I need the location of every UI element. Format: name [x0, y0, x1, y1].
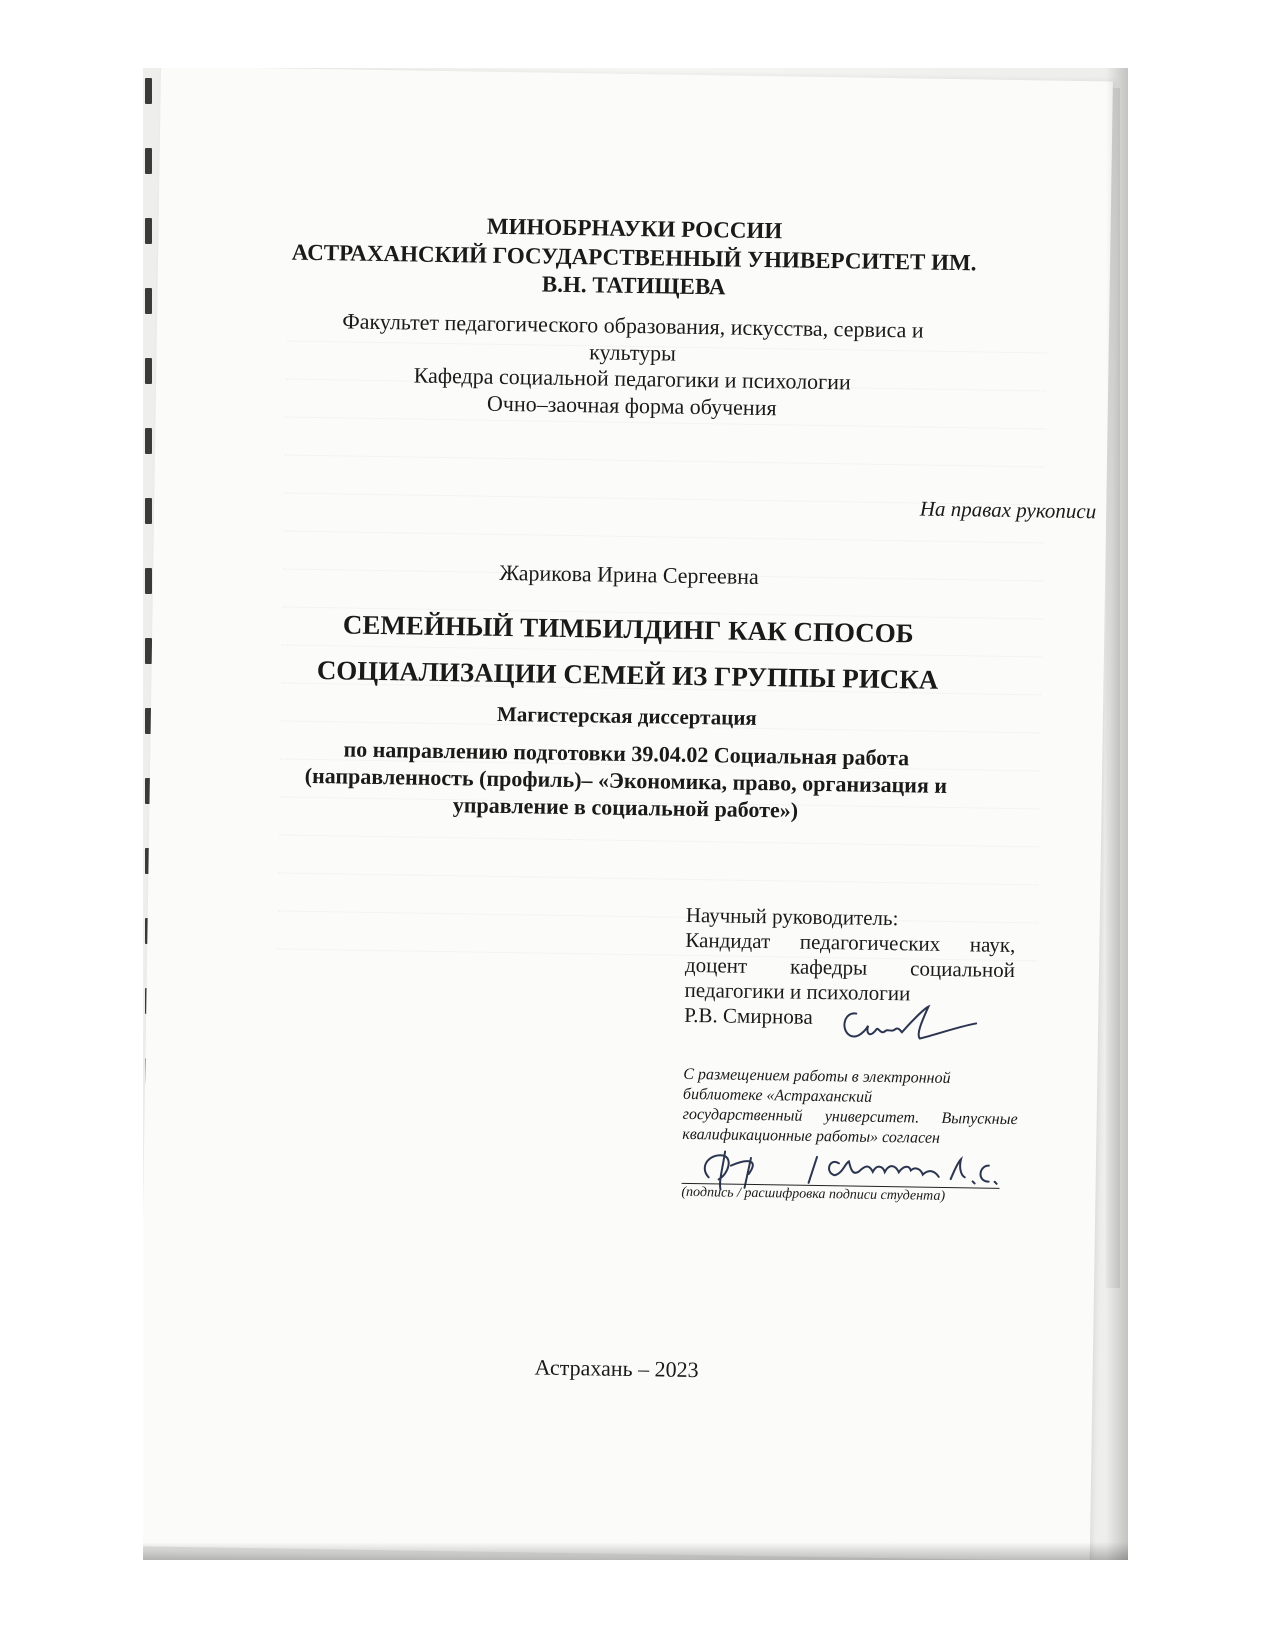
- study-direction: [149, 732, 1102, 828]
- university-name-line: В.Н. ТАТИЩЕВА: [541, 271, 726, 300]
- library-consent-statement: [682, 1065, 1018, 1150]
- thesis-title-line: СЕМЕЙНЫЙ ТИМБИЛДИНГ КАК СПОСОБ: [342, 609, 914, 649]
- supervisor-name: Р.В. Смирнова: [684, 1002, 813, 1029]
- binding-hole: [145, 568, 152, 594]
- binding-hole: [145, 428, 152, 454]
- study-direction-line: управление в социальной работе»): [452, 792, 799, 823]
- manuscript-rights-note: На правах рукописи: [919, 496, 1097, 524]
- thesis-title-line: СОЦИАЛИЗАЦИИ СЕМЕЙ ИЗ ГРУППЫ РИСКА: [316, 655, 939, 695]
- page-bottom-shadow: [143, 1542, 1128, 1560]
- ministry-name: МИНОБРНАУКИ РОССИИ: [486, 213, 783, 244]
- consent-line: квалификационные работы» согласен: [682, 1125, 941, 1147]
- consent-line: библиотеке «Астраханский: [682, 1085, 873, 1106]
- supervisor-signature: [836, 999, 987, 1051]
- supervisor-department: педагогики и психологии: [684, 977, 911, 1006]
- binding-hole: [145, 148, 152, 174]
- title-page-content: [143, 68, 1113, 1560]
- university-name-line: АСТРАХАНСКИЙ ГОСУДАРСТВЕННЫЙ УНИВЕРСИТЕТ ИМ.: [291, 239, 977, 276]
- binding-hole: [145, 218, 152, 244]
- binding-hole: [145, 358, 152, 384]
- work-type: Магистерская диссертация: [496, 701, 757, 730]
- study-direction-line: (направленность (профиль)– «Экономика, право, организация и: [304, 762, 948, 798]
- city-year: Астрахань – 2023: [534, 1354, 699, 1383]
- study-direction-line: по направлению подготовки 39.04.02 Социальная работа: [343, 736, 910, 771]
- signature-caption: (подпись / расшифровка подписи студента): [681, 1184, 946, 1204]
- consent-line: государственный университет. Выпускные: [682, 1105, 1018, 1129]
- faculty-name-line: культуры: [589, 339, 677, 366]
- title-page-sheet: [143, 68, 1113, 1560]
- binding-hole: [145, 288, 152, 314]
- department-name: Кафедра социальной педагогики и психологии: [413, 362, 851, 395]
- binding-hole: [145, 498, 152, 524]
- faculty-name-line: Факультет педагогического образования, искусства, сервиса и: [342, 308, 924, 343]
- supervisor-degree: Кандидат педагогических наук,: [685, 927, 1016, 958]
- thesis-title: [151, 598, 1104, 705]
- author-name: Жарикова Ирина Сергеевна: [499, 559, 759, 589]
- scanned-page: [143, 68, 1128, 1560]
- consent-line: С размещением работы в электронной: [683, 1065, 951, 1088]
- page-edge-shadow: [1106, 68, 1128, 1560]
- supervisor-heading: Научный руководитель:: [685, 902, 899, 931]
- study-form: Очно–заочная форма обучения: [486, 390, 777, 421]
- supervisor-position: доцент кафедры социальной: [684, 952, 1016, 983]
- binding-hole: [145, 78, 152, 104]
